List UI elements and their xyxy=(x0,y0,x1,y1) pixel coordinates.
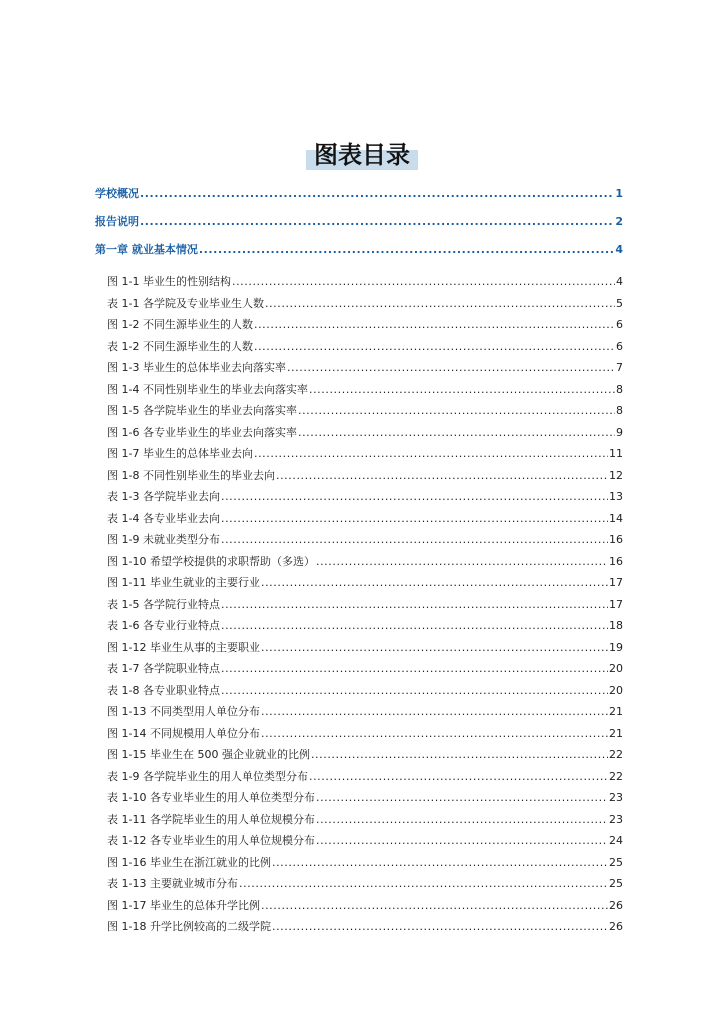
toc-entry-label: 图 1-7 毕业生的总体毕业去向 xyxy=(107,447,253,460)
toc-entry-label: 图 1-12 毕业生从事的主要职业 xyxy=(107,640,260,654)
dot-leader xyxy=(309,766,608,788)
toc-sub-entry[interactable] xyxy=(95,637,623,659)
toc-sub-entry[interactable] xyxy=(95,529,623,551)
toc-entry-label: 表 1-6 各专业行业特点 xyxy=(107,619,220,632)
toc-sub-entry[interactable] xyxy=(95,508,623,530)
toc-sub-entry[interactable] xyxy=(95,422,623,444)
toc-entry-page-number: 22 xyxy=(609,748,623,761)
toc-entry-label: 图 1-13 不同类型用人单位分布 xyxy=(107,705,260,718)
dot-leader xyxy=(221,508,608,530)
toc-entry-page-number: 21 xyxy=(609,726,623,740)
table-of-contents xyxy=(95,184,623,938)
toc-entry-page-number: 6 xyxy=(616,318,623,331)
dot-leader xyxy=(221,529,608,551)
toc-entry-label: 表 1-13 主要就业城市分布 xyxy=(107,877,238,890)
toc-sub-entry[interactable] xyxy=(95,465,623,487)
toc-entry-label: 表 1-12 各专业毕业生的用人单位规模分布 xyxy=(107,834,315,847)
dot-leader xyxy=(221,615,608,637)
toc-sub-entry[interactable] xyxy=(95,680,623,702)
toc-entry-label: 图 1-6 各专业毕业生的毕业去向落实率 xyxy=(107,425,297,439)
toc-entry-page-number: 25 xyxy=(609,855,623,869)
dot-leader xyxy=(254,314,615,336)
toc-sub-entry[interactable] xyxy=(95,594,623,616)
page-title: 图表目录 xyxy=(306,140,418,170)
dot-leader xyxy=(254,336,615,358)
toc-entry-label: 图 1-4 不同性别毕业生的毕业去向落实率 xyxy=(107,382,308,396)
toc-entry-page-number: 24 xyxy=(609,834,623,847)
toc-entry-label: 表 1-7 各学院职业特点 xyxy=(107,662,220,675)
toc-entry-page-number: 13 xyxy=(609,490,623,503)
dot-leader xyxy=(298,422,615,444)
toc-entry-page-number: 16 xyxy=(609,533,623,546)
dot-leader xyxy=(261,895,608,917)
toc-entry-page-number: 4 xyxy=(616,275,623,288)
toc-main-entry[interactable] xyxy=(95,184,623,212)
toc-entry-label: 图 1-3 毕业生的总体毕业去向落实率 xyxy=(107,361,286,374)
dot-leader xyxy=(140,212,614,232)
toc-entry-page-number: 9 xyxy=(616,425,623,439)
toc-entry-page-number: 11 xyxy=(609,447,623,460)
dot-leader xyxy=(316,809,608,831)
dot-leader xyxy=(272,916,608,938)
toc-sub-entry[interactable] xyxy=(95,766,623,788)
toc-entry-page-number: 1 xyxy=(615,187,623,200)
toc-sub-entry[interactable] xyxy=(95,701,623,723)
toc-entry-page-number: 17 xyxy=(609,597,623,611)
toc-entry-label: 报告说明 xyxy=(95,215,139,228)
toc-entry-label: 图 1-2 不同生源毕业生的人数 xyxy=(107,318,253,331)
toc-sub-entry[interactable] xyxy=(95,336,623,358)
toc-sub-entry[interactable] xyxy=(95,443,623,465)
toc-sub-entry[interactable] xyxy=(95,615,623,637)
toc-entry-label: 表 1-9 各学院毕业生的用人单位类型分布 xyxy=(107,769,308,783)
toc-sub-entry[interactable] xyxy=(95,809,623,831)
dot-leader xyxy=(254,443,608,465)
toc-entry-page-number: 4 xyxy=(615,243,623,256)
toc-entry-label: 图 1-14 不同规模用人单位分布 xyxy=(107,726,260,740)
toc-entry-page-number: 26 xyxy=(609,920,623,933)
dot-leader xyxy=(221,658,608,680)
toc-sub-entry[interactable] xyxy=(95,271,623,293)
toc-entry-page-number: 14 xyxy=(609,511,623,525)
dot-leader xyxy=(221,594,608,616)
toc-sub-entry[interactable] xyxy=(95,787,623,809)
toc-entry-page-number: 17 xyxy=(609,576,623,589)
toc-sub-entry[interactable] xyxy=(95,830,623,852)
dot-leader xyxy=(298,400,615,422)
toc-entry-label: 表 1-2 不同生源毕业生的人数 xyxy=(107,339,253,353)
toc-entry-page-number: 16 xyxy=(609,554,623,568)
toc-sub-entry[interactable] xyxy=(95,658,623,680)
dot-leader xyxy=(239,873,608,895)
toc-entry-page-number: 2 xyxy=(615,215,623,228)
toc-sub-entry[interactable] xyxy=(95,357,623,379)
dot-leader xyxy=(316,787,608,809)
toc-main-entry[interactable] xyxy=(95,240,623,268)
dot-leader xyxy=(311,744,608,766)
toc-entry-label: 表 1-3 各学院毕业去向 xyxy=(107,490,220,503)
toc-entry-label: 学校概况 xyxy=(95,187,139,200)
toc-entry-label: 表 1-11 各学院毕业生的用人单位规模分布 xyxy=(107,812,315,826)
dot-leader xyxy=(232,271,615,293)
dot-leader xyxy=(261,723,608,745)
title-container xyxy=(0,140,724,170)
toc-sub-entry[interactable] xyxy=(95,744,623,766)
toc-entry-page-number: 6 xyxy=(616,339,623,353)
toc-main-entry[interactable] xyxy=(95,212,623,240)
toc-sub-entry[interactable] xyxy=(95,916,623,938)
toc-entry-label: 图 1-11 毕业生就业的主要行业 xyxy=(107,576,260,589)
toc-entry-label: 表 1-4 各专业毕业去向 xyxy=(107,511,220,525)
dot-leader xyxy=(265,293,615,315)
toc-sub-entry[interactable] xyxy=(95,895,623,917)
dot-leader xyxy=(140,184,614,204)
toc-sub-entry[interactable] xyxy=(95,551,623,573)
toc-entry-label: 表 1-10 各专业毕业生的用人单位类型分布 xyxy=(107,791,315,804)
toc-entry-label: 图 1-9 未就业类型分布 xyxy=(107,533,220,546)
toc-entry-page-number: 5 xyxy=(616,296,623,310)
toc-entry-label: 图 1-15 毕业生在 500 强企业就业的比例 xyxy=(107,748,310,761)
toc-sub-entry[interactable] xyxy=(95,572,623,594)
dot-leader xyxy=(316,551,608,573)
toc-entry-page-number: 7 xyxy=(616,361,623,374)
dot-leader xyxy=(261,572,608,594)
toc-entry-label: 图 1-16 毕业生在浙江就业的比例 xyxy=(107,855,271,869)
toc-sub-entry[interactable] xyxy=(95,314,623,336)
toc-entry-page-number: 23 xyxy=(609,791,623,804)
dot-leader xyxy=(276,465,608,487)
toc-entry-page-number: 25 xyxy=(609,877,623,890)
toc-entry-label: 图 1-1 毕业生的性别结构 xyxy=(107,275,231,288)
toc-entry-page-number: 19 xyxy=(609,640,623,654)
toc-sub-entry[interactable] xyxy=(95,873,623,895)
toc-entry-page-number: 20 xyxy=(609,662,623,675)
dot-leader xyxy=(261,637,608,659)
toc-entry-label: 表 1-8 各专业职业特点 xyxy=(107,683,220,697)
dot-leader xyxy=(261,701,608,723)
toc-entry-label: 图 1-18 升学比例较高的二级学院 xyxy=(107,920,271,933)
toc-sub-entry[interactable] xyxy=(95,486,623,508)
toc-entry-page-number: 12 xyxy=(609,468,623,482)
toc-entry-label: 图 1-5 各学院毕业生的毕业去向落实率 xyxy=(107,404,297,417)
toc-entry-page-number: 8 xyxy=(616,382,623,396)
dot-leader xyxy=(316,830,608,852)
dot-leader xyxy=(199,240,615,260)
dot-leader xyxy=(287,357,615,379)
dot-leader xyxy=(221,486,608,508)
toc-entry-page-number: 23 xyxy=(609,812,623,826)
toc-entry-page-number: 21 xyxy=(609,705,623,718)
dot-leader xyxy=(221,680,608,702)
toc-entry-page-number: 26 xyxy=(609,898,623,912)
toc-sub-entry[interactable] xyxy=(95,400,623,422)
toc-entry-label: 图 1-17 毕业生的总体升学比例 xyxy=(107,898,260,912)
toc-entry-page-number: 20 xyxy=(609,683,623,697)
toc-sub-entry[interactable] xyxy=(95,379,623,401)
toc-entry-label: 第一章 就业基本情况 xyxy=(95,243,198,256)
toc-sub-entry[interactable] xyxy=(95,723,623,745)
toc-entry-page-number: 8 xyxy=(616,404,623,417)
toc-entry-page-number: 22 xyxy=(609,769,623,783)
toc-sub-entry[interactable] xyxy=(95,852,623,874)
toc-sub-entry[interactable] xyxy=(95,293,623,315)
dot-leader xyxy=(272,852,608,874)
toc-entry-page-number: 18 xyxy=(609,619,623,632)
dot-leader xyxy=(309,379,615,401)
toc-entry-label: 图 1-10 希望学校提供的求职帮助（多选） xyxy=(107,554,315,568)
toc-entry-label: 表 1-1 各学院及专业毕业生人数 xyxy=(107,296,264,310)
toc-entry-label: 表 1-5 各学院行业特点 xyxy=(107,597,220,611)
toc-entry-label: 图 1-8 不同性别毕业生的毕业去向 xyxy=(107,468,275,482)
